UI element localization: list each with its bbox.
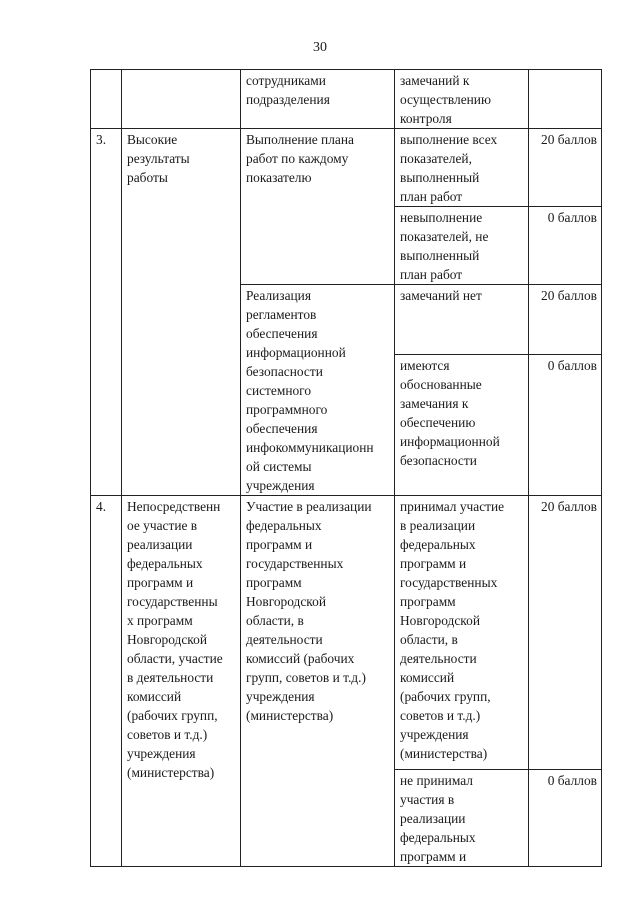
condition-cell: имеются обоснованные замечания к обеспечению информационной безопасности [395,355,529,496]
indicator-cell: Участие в реализации федеральных программ и государственных программ Новгородской области, в деятельности комиссий (рабочих групп, советов и т.д.) учреждения (министерства) [241,496,395,867]
score-cell: 20 баллов [529,496,602,770]
score-cell: 20 баллов [529,129,602,207]
condition-cell: выполнение всех показателей, выполненный план работ [395,129,529,207]
score-cell: 0 баллов [529,770,602,867]
indicator-cell: Реализация регламентов обеспечения информационной безопасности системного программного обеспечения инфокоммуникационн ой системы учреждения [241,285,395,496]
table-row-3-a [91,129,602,207]
condition-cell: не принимал участия в реализации федеральных программ и [395,770,529,867]
score-cell: 0 баллов [529,207,602,285]
row-number: 4. [91,496,122,867]
condition-cell: замечаний нет [395,285,529,355]
table-row-4-a [91,496,602,770]
page-number: 30 [313,40,327,55]
row-number: 3. [91,129,122,496]
criterion-cell [122,70,241,129]
condition-cell: невыполнение показателей, не выполненный план работ [395,207,529,285]
condition-cell: принимал участие в реализации федеральных программ и государственных программ Новгородской области, в деятельности комиссий (рабочих групп, советов и т.д.) учреждения (министерства) [395,496,529,770]
score-cell [529,70,602,129]
score-cell: 0 баллов [529,355,602,496]
indicator-cell: сотрудниками подразделения [241,70,395,129]
table-row-continuation [91,70,602,129]
criterion-cell: Непосредственн ое участие в реализации федеральных программ и государственны х программ Новгородской области, участие в деятельности комиссий (рабочих групп, советов и т.д.) учреждения (министерства) [122,496,241,867]
indicator-cell: Выполнение плана работ по каждому показателю [241,129,395,285]
num-cell [91,70,122,129]
criterion-cell: Высокие результаты работы [122,129,241,496]
score-cell: 20 баллов [529,285,602,355]
criteria-table [90,69,602,867]
condition-cell: замечаний к осуществлению контроля [395,70,529,129]
